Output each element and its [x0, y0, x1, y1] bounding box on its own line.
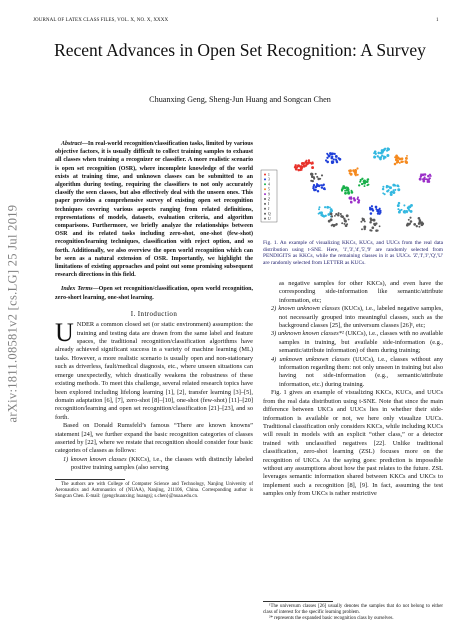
- list-item-kuc: [263, 305, 443, 330]
- tsne-point: [429, 174, 431, 176]
- tsne-point: [397, 208, 399, 210]
- abstract: [55, 140, 253, 279]
- legend-marker: [264, 174, 266, 176]
- drop-cap: U: [55, 318, 74, 348]
- tsne-point: [301, 165, 303, 167]
- tsne-point: [392, 189, 394, 191]
- tsne-point: [329, 206, 331, 208]
- tsne-point: [366, 184, 368, 186]
- tsne-point: [379, 208, 381, 210]
- list-item-kkc: [55, 456, 253, 473]
- section-heading-introduction: I. Introduction: [130, 309, 178, 318]
- tsne-point: [348, 219, 350, 221]
- tsne-point: [382, 150, 384, 152]
- tsne-point: [311, 173, 314, 176]
- tsne-point: [418, 222, 420, 224]
- list-item-kuc-text: (KUCs), i.e., labeled negative samples, not necessarily grouped into meaningful classes, such as the background classes [25], the universum classes [26]¹, etc;: [279, 305, 443, 330]
- right-column: [263, 280, 443, 499]
- tsne-point: [390, 187, 392, 189]
- tsne-point: [418, 217, 421, 220]
- tsne-point: [341, 222, 343, 224]
- legend-label: Z: [268, 197, 271, 202]
- tsne-point: [324, 206, 326, 208]
- legend-label: 1: [268, 172, 270, 177]
- footnote-expanded-class: ²* represents the expanded basic recognition class by ourselves.: [269, 616, 394, 621]
- tsne-point: [386, 154, 389, 157]
- tsne-point: [413, 223, 416, 226]
- tsne-point: [340, 213, 342, 215]
- tsne-point: [311, 166, 314, 169]
- tsne-point: [419, 178, 422, 181]
- tsne-point: [390, 193, 393, 196]
- tsne-point: [325, 215, 327, 217]
- tsne-point: [362, 218, 365, 221]
- tsne-point: [372, 209, 374, 211]
- tsne-point: [361, 178, 363, 180]
- tsne-point: [382, 186, 384, 188]
- footnote-rule-right: [263, 601, 333, 602]
- tsne-point: [346, 189, 349, 192]
- tsne-point: [369, 221, 372, 224]
- tsne-point: [340, 215, 343, 218]
- list-item-ukc-text: (UKCs), i.e., classes with no available samples in training, but available side-information (e.g., semantic/attribute information) of them during training;: [279, 330, 443, 355]
- tsne-point: [295, 168, 298, 171]
- tsne-point: [416, 225, 418, 227]
- legend-marker: [264, 208, 266, 210]
- tsne-point: [373, 219, 376, 222]
- tsne-point: [403, 204, 405, 206]
- tsne-point: [398, 202, 401, 205]
- paper-title: Recent Advances in Open Set Recognition: A Survey: [54, 40, 426, 60]
- tsne-point: [357, 174, 359, 176]
- tsne-points: [294, 147, 432, 231]
- tsne-point: [343, 217, 345, 219]
- tsne-point: [377, 152, 380, 155]
- tsne-point: [399, 209, 401, 211]
- tsne-point: [344, 220, 347, 223]
- tsne-point: [346, 214, 349, 217]
- tsne-point: [361, 228, 363, 230]
- legend-label: J: [268, 207, 270, 212]
- tsne-point: [370, 212, 373, 215]
- tsne-point: [379, 158, 382, 161]
- tsne-point: [358, 184, 360, 186]
- tsne-point: [311, 161, 313, 163]
- intro-paragraph-1-text: NDER a common closed set (or static environment) assumption: the training and testing data are drawn from the same label and feature spaces, the traditional recognition/classification algorithms have already achieved significant success in a variety of machine learning (ML) tasks. However, a more realistic scenario is usually open and non-stationary such as driverless, fault/medical diagnosis, etc., where unseen situations can emerge unexpectedly, which drastically weakens the robustness of these existing methods. To meet this challenge, several related research topics have been explored including lifelong learning [1], [2], transfer learning [3]–[5], domain adaptation [6], [7], zero-shot [8]–[10], one-shot (few-shot) [11]–[20] recognition/learning and open set recognition/classification [21]–[23], and so forth.: [55, 321, 253, 421]
- tsne-point: [371, 205, 373, 207]
- tsne-point: [318, 184, 321, 187]
- tsne-point: [410, 220, 413, 223]
- tsne-point: [332, 224, 334, 226]
- tsne-point: [326, 157, 328, 159]
- tsne-point: [401, 157, 404, 160]
- tsne-point: [395, 159, 397, 161]
- tsne-point: [375, 222, 377, 224]
- tsne-point: [375, 206, 378, 209]
- tsne-point: [294, 164, 296, 166]
- tsne-point: [375, 153, 377, 155]
- tsne-point: [422, 180, 425, 183]
- tsne-point: [344, 192, 347, 195]
- tsne-point: [354, 172, 356, 174]
- tsne-point: [374, 150, 377, 153]
- tsne-point: [361, 183, 363, 185]
- tsne-point: [319, 212, 321, 214]
- tsne-point: [418, 226, 420, 228]
- tsne-point: [312, 180, 314, 182]
- index-terms-text: —Open set recognition/classification, open world recognition, zero-short learning, one-shot learning.: [55, 286, 253, 301]
- tsne-point: [349, 197, 352, 200]
- tsne-point: [316, 176, 318, 178]
- tsne-point: [323, 188, 325, 190]
- tsne-point: [337, 214, 340, 217]
- tsne-point: [319, 206, 321, 208]
- tsne-point: [370, 217, 372, 219]
- tsne-point: [330, 208, 333, 211]
- tsne-point: [408, 208, 410, 210]
- tsne-point: [392, 184, 395, 187]
- tsne-point: [369, 208, 372, 211]
- tsne-point: [321, 186, 323, 188]
- tsne-point: [405, 160, 407, 162]
- abstract-text: —In real-world recognition/classification tasks, limited by various objective factors, it is usually difficult to collect training samples to exhaust all classes when training a recognizer or classifier. A more realistic scenario is open set recognition (OSR), where incomplete knowledge of the world exists at training time, and unknown classes can be submitted to an algorithm during testing, requiring the classifiers to not only accurately classify the seen classes, but also effectively deal with the unseen ones. This paper provides a comprehensive survey of existing open set recognition techniques covering various aspects ranging from related definitions, representations of models, datasets, evaluation criteria, and algorithm comparisons. Furthermore, we briefly analyze the relationships between OSR and its related tasks including zero-shot, one-shot (few-shot) recognition/learning techniques, classification with reject option, and so forth. Additionally, we also overview the open world recognition which can be seen as a natural extension of OSR. Importantly, we highlight the limitations of existing approaches and point out some promising subsequent research directions in this field.: [55, 141, 253, 279]
- tsne-point: [338, 212, 340, 214]
- intro-paragraph-2: Based on Donald Rumsfeld’s famous “There are known knowns” statement [24], we further expand the basic recognition categories of classes asserted by [22], where we restate that recognition should consider four basic categories of classes as follows:: [55, 422, 253, 455]
- page-number: 1: [436, 18, 439, 23]
- figure-caption: Fig. 1. An example of visualizing KKCs, KUCs, and UUCs from the real data distribution using t-SNE. Here, '1','3','4','5','9' are randomly selected from PENDIGITS as KKCs, while the remaining classes in it as UUCs. 'Z','I','J','Q','U' are randomly selected from LETTER as KUCs.: [263, 240, 443, 266]
- intro-paragraph-1: [55, 318, 253, 422]
- tsne-point: [384, 193, 386, 195]
- tsne-scatter-plot: [255, 138, 445, 236]
- tsne-point: [424, 173, 426, 175]
- tsne-point: [355, 174, 357, 176]
- tsne-point: [334, 215, 336, 217]
- abstract-label: Abstract: [61, 141, 82, 147]
- tsne-point: [360, 221, 362, 223]
- tsne-point: [373, 156, 376, 159]
- right-footnotes: [263, 601, 443, 622]
- tsne-point: [303, 165, 306, 168]
- tsne-point: [349, 169, 352, 172]
- tsne-point: [344, 223, 346, 225]
- tsne-point: [345, 224, 348, 227]
- tsne-point: [327, 213, 329, 215]
- tsne-point: [326, 206, 329, 209]
- tsne-point: [420, 223, 423, 226]
- tsne-point: [407, 223, 410, 226]
- tsne-point: [335, 160, 337, 162]
- running-head: JOURNAL OF LATEX CLASS FILES, VOL. X, NO. X, XXXX: [33, 18, 169, 23]
- tsne-point: [403, 211, 406, 214]
- tsne-point: [350, 173, 353, 176]
- tsne-point: [387, 147, 390, 150]
- tsne-point: [330, 213, 333, 216]
- figure-legend: [261, 170, 277, 222]
- tsne-point: [406, 155, 408, 157]
- tsne-point: [311, 175, 314, 178]
- tsne-point: [308, 160, 310, 162]
- figure-tsne: [255, 138, 445, 236]
- tsne-point: [410, 204, 413, 207]
- tsne-point: [373, 223, 375, 225]
- legend-marker: [264, 198, 266, 200]
- tsne-point: [359, 181, 361, 183]
- author-list: Chuanxing Geng, Sheng-Jun Huang and Songcan Chen: [149, 95, 331, 104]
- legend-label: 9: [268, 192, 270, 197]
- legend-label: Q: [268, 212, 271, 216]
- tsne-point: [315, 173, 317, 175]
- tsne-point: [375, 229, 378, 232]
- list-item-kkc-label: 1) known known classes: [63, 455, 127, 463]
- tsne-point: [420, 173, 422, 175]
- tsne-point: [331, 215, 333, 217]
- tsne-point: [402, 161, 404, 163]
- tsne-point: [392, 191, 395, 194]
- tsne-point: [386, 185, 388, 187]
- legend-label: 4: [268, 182, 270, 187]
- footnote-universum: ¹The universum classes [26] usually denotes the samples that do not belong to either class of interest for the specific learning problem.: [263, 604, 443, 615]
- tsne-point: [350, 201, 353, 204]
- tsne-point: [297, 165, 300, 168]
- tsne-point: [317, 190, 319, 192]
- tsne-point: [394, 163, 397, 166]
- tsne-point: [382, 188, 384, 190]
- list-item-uuc-text: (UUCs), i.e., classes without any information regarding them: not only unseen in training but also having not side-information (e.g., semantic/attribute information, etc.) during training.: [279, 355, 443, 388]
- list-item-ukc: [263, 330, 443, 355]
- intro-paragraph-3: Fig. 1 gives an example of visualizing KKCs, KUCs, and UUCs from the real data distribution using t-SNE. Note that since the main difference between UKCs and UUCs lies in whether their side-information is available or not, we here only visualize UUCs. Traditional classification only considers KKCs, while including KUCs will result in models with an explicit “other class,” or a detector trained with unclassified negatives [22]. Unlike traditional classification, zero-shot learning (ZSL) focuses more on the recognition of UKCs. As the saying goes: prediction is impossible without any assumptions about how the past relates to the future. ZSL leverages semantic information shared between KKCs and UKCs to implement such a recognition [8], [9]. In fact, assuming the test samples only from UKCs is rather restrictive: [263, 389, 443, 498]
- tsne-point: [313, 184, 315, 186]
- tsne-point: [333, 158, 335, 160]
- list-item-kuc-label: 2) known unknown classes: [271, 305, 340, 313]
- legend-marker: [264, 193, 266, 195]
- left-column: [55, 140, 253, 500]
- list-item-uuc: [263, 356, 443, 390]
- legend-marker: [264, 218, 266, 220]
- tsne-point: [335, 155, 338, 158]
- tsne-point: [364, 181, 366, 183]
- footnote-rule: [55, 479, 125, 480]
- tsne-point: [396, 184, 399, 187]
- legend-marker: [264, 213, 266, 215]
- tsne-point: [352, 169, 355, 172]
- tsne-point: [317, 178, 320, 181]
- tsne-point: [367, 181, 369, 183]
- tsne-point: [383, 156, 386, 159]
- legend-marker: [264, 203, 266, 205]
- tsne-point: [331, 160, 334, 163]
- tsne-point: [344, 190, 346, 192]
- tsne-point: [394, 189, 396, 191]
- legend-marker: [264, 183, 266, 185]
- tsne-point: [302, 162, 304, 164]
- legend-label: U: [268, 216, 271, 221]
- list-item-kkc-text: (KKCs), i.e., the classes with distinctly labeled positive training samples (also serving: [71, 455, 253, 472]
- tsne-point: [377, 212, 379, 214]
- affiliation-footnote: The authors are with College of Computer Science and Technology, Nanjing University of Aeronautics and Astronautics of (NUAA), Nanjing, 211106, China. Corresponding author is Songcan Chen. E-mail: {gengchuanxing; huangsj; s.chen}@nuaa.edu.cn.: [55, 481, 253, 499]
- tsne-point: [318, 208, 320, 210]
- tsne-point: [364, 185, 366, 187]
- tsne-point: [371, 226, 374, 229]
- tsne-point: [320, 184, 322, 186]
- tsne-point: [321, 174, 323, 176]
- list-item-kkc-continued: as negative samples for other KKCs), and even have the corresponding side-information like semantic/attribute information, etc;: [279, 280, 443, 304]
- tsne-point: [305, 160, 307, 162]
- legend-marker: [264, 188, 266, 190]
- tsne-point: [335, 223, 337, 225]
- tsne-point: [351, 190, 353, 192]
- tsne-point: [320, 214, 323, 217]
- list-item-uuc-label: 4) unknown unknown classes: [271, 355, 350, 363]
- tsne-point: [397, 188, 400, 191]
- tsne-point: [375, 208, 377, 210]
- tsne-point: [363, 225, 366, 228]
- index-terms: [55, 285, 253, 301]
- tsne-point: [397, 204, 400, 207]
- tsne-point: [395, 157, 397, 159]
- tsne-point: [408, 219, 410, 221]
- tsne-point: [326, 153, 328, 155]
- tsne-point: [369, 229, 371, 231]
- tsne-point: [409, 217, 411, 219]
- legend-label: I: [268, 202, 270, 207]
- tsne-point: [399, 162, 401, 164]
- tsne-point: [405, 157, 408, 160]
- tsne-point: [388, 189, 390, 191]
- tsne-point: [353, 197, 356, 200]
- tsne-point: [305, 162, 307, 164]
- tsne-point: [326, 161, 329, 164]
- tsne-point: [367, 178, 369, 180]
- tsne-point: [379, 225, 381, 227]
- tsne-point: [357, 198, 359, 200]
- tsne-point: [330, 218, 333, 221]
- tsne-point: [356, 167, 358, 169]
- tsne-point: [323, 184, 325, 186]
- tsne-point: [331, 152, 334, 155]
- tsne-point: [330, 157, 333, 160]
- legend-label: 5: [268, 187, 270, 192]
- tsne-point: [341, 190, 343, 192]
- legend-marker: [264, 178, 266, 180]
- index-terms-label: Index Terms: [61, 286, 93, 293]
- tsne-point: [427, 181, 429, 183]
- legend-label: 3: [268, 177, 270, 182]
- list-item-ukc-label: 3) unknown known classes*²: [271, 330, 344, 338]
- tsne-point: [301, 169, 303, 171]
- tsne-point: [334, 153, 336, 155]
- tsne-point: [312, 187, 314, 189]
- arxiv-stamp: arXiv:1811.08581v2 [cs.LG] 25 Jul 2019: [5, 204, 20, 423]
- tsne-point: [339, 158, 342, 161]
- tsne-point: [341, 187, 343, 189]
